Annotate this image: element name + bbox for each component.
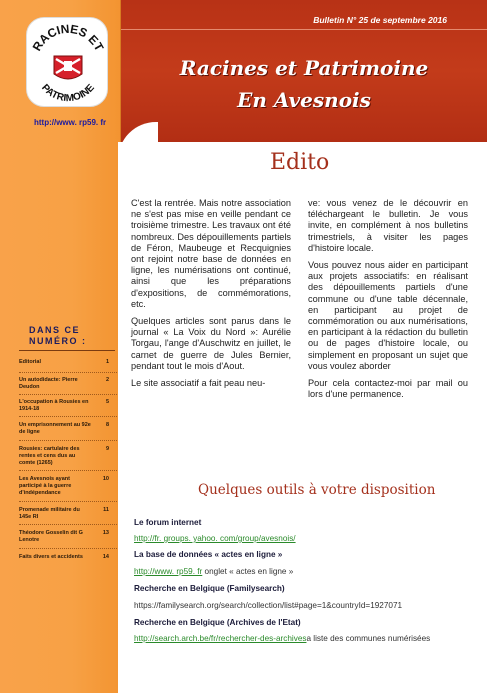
toc-item-label: L'occupation à Rousies en 1914-18 xyxy=(19,399,89,412)
toc-item[interactable] xyxy=(19,471,117,502)
edito-paragraph: C'est la rentrée. Mais notre association ne s'est pas mise en veille pendant ce troisième trimestre. Les travaux ont été nombreux. Des dépouillements partiels de Féron, Maubeuge et Recquignies ont rejoint notre base de données en ligne, les numérisations ont continué, ainsi que les préparations d'expositions, de commémorations, etc. xyxy=(131,198,291,309)
toc-item-label: Un emprisonnement au 92e de ligne xyxy=(19,422,91,435)
toc-item-label: Promenade militaire du 145e RI xyxy=(19,507,80,520)
database-line xyxy=(134,567,293,576)
toc-item-label: Faits divers et accidents xyxy=(19,554,83,560)
site-url[interactable]: http://www. rp59. fr xyxy=(34,118,107,127)
sidebar xyxy=(0,0,121,693)
belgium-familysearch-title: Recherche en Belgique (Familysearch) xyxy=(134,584,285,593)
toc-item-label: Editorial xyxy=(19,359,42,365)
database-note: onglet « actes en ligne » xyxy=(202,567,294,576)
belgium-archives-line xyxy=(134,634,430,643)
association-logo xyxy=(26,17,108,107)
belgium-familysearch-url[interactable]: https://familysearch.org/search/collection/list#page=1&countryId=1927071 xyxy=(134,601,403,610)
page-title-line1: Racines et Patrimoine xyxy=(179,56,429,80)
svg-text:PATRIMOINE xyxy=(39,82,97,104)
table-of-contents xyxy=(19,325,117,571)
toc-item-page: 11 xyxy=(103,507,109,513)
toc-item-page: 2 xyxy=(105,377,109,383)
toc-title-line1: DANS CE xyxy=(29,325,81,335)
logo-text-bottom: PATRIMOINE xyxy=(39,82,97,105)
toc-item[interactable] xyxy=(19,525,117,549)
toc-item[interactable] xyxy=(19,417,117,441)
logo-emblem-icon xyxy=(27,18,109,108)
toc-item-label: Un autodidacte: Pierre Deudon xyxy=(19,377,78,390)
forum-link[interactable]: http://fr. groups. yahoo. com/group/avesnois/ xyxy=(134,534,296,543)
toc-item-page: 14 xyxy=(102,554,109,560)
toc-item[interactable] xyxy=(19,373,117,395)
toc-item-page: 8 xyxy=(105,422,109,428)
tools-section-title: Quelques outils à votre disposition xyxy=(198,482,436,498)
edito-paragraph: Vous pouvez nous aider en participant aux projets associatifs: en réalisant des dépouillements partiels d'une commune ou d'une table décennale, en participant au projet de commémoration ou aux numérisations, en participant à la rédaction du bulletin ou de pages d'histoire locale, ou simplement en proposant un sujet que vous voulez aborder xyxy=(308,260,468,371)
toc-item-label: Les Avesnois ayant participé à la guerre d'indépendance xyxy=(19,476,72,496)
svg-text:RACINES ET xyxy=(30,22,107,54)
header-divider xyxy=(121,29,487,30)
toc-item-page: 10 xyxy=(102,476,109,482)
logo-text-top: RACINES ET xyxy=(29,21,107,54)
page-title-line2: En Avesnois xyxy=(237,88,371,112)
toc-item[interactable] xyxy=(19,356,117,373)
toc-item-label: Rousies: cartulaire des rentes et cens dus au comte (1265) xyxy=(19,446,80,466)
edito-title: Edito xyxy=(270,150,330,175)
belgium-archives-note: a liste des communes numérisées xyxy=(306,634,431,643)
edito-paragraph: Pour cela contactez-moi par mail ou lors d'une permanence. xyxy=(308,378,468,400)
belgium-archives-link[interactable]: http://search.arch.be/fr/rechercher-des-archives xyxy=(134,634,307,643)
header-band xyxy=(121,0,487,142)
database-title: La base de données « actes en ligne » xyxy=(134,550,283,559)
toc-item-page: 1 xyxy=(105,359,109,365)
edito-paragraph: ve: vous venez de le découvrir en téléchargeant le bulletin. Je vous invite, en complément à nos bulletins trimestriels, à visiter les pages d'histoire locale. xyxy=(308,198,468,253)
toc-item[interactable] xyxy=(19,549,117,571)
toc-item[interactable] xyxy=(19,441,117,471)
edito-paragraph: Le site associatif a fait peau neu- xyxy=(131,378,266,389)
forum-title: Le forum internet xyxy=(134,518,202,527)
belgium-archives-title: Recherche en Belgique (Archives de l'Etat) xyxy=(134,618,301,627)
toc-item-page: 5 xyxy=(105,399,109,405)
edito-paragraph: Quelques articles sont parus dans le journal « La Voix du Nord »: Aurélie Torgau, l'ange d'Auschwitz en juillet, le carnet de guerre de Jules Bernier, pendant tout le mois d'Aout. xyxy=(131,316,291,371)
toc-item[interactable] xyxy=(19,502,117,525)
bulletin-issue: Bulletin N° 25 de septembre 2016 xyxy=(313,15,447,25)
toc-item[interactable] xyxy=(19,395,117,417)
edito-column-right xyxy=(308,198,468,406)
toc-item-page: 13 xyxy=(102,530,109,536)
toc-item-label: Théodore Gosselin dit G Lenotre xyxy=(19,530,83,543)
toc-item-page: 9 xyxy=(105,446,109,452)
toc-title xyxy=(19,325,117,347)
toc-title-line2: NUMÉRO : xyxy=(29,336,87,346)
toc-divider xyxy=(19,350,115,351)
edito-column-left xyxy=(131,198,291,395)
database-link[interactable]: http://www. rp59. fr xyxy=(134,567,203,576)
